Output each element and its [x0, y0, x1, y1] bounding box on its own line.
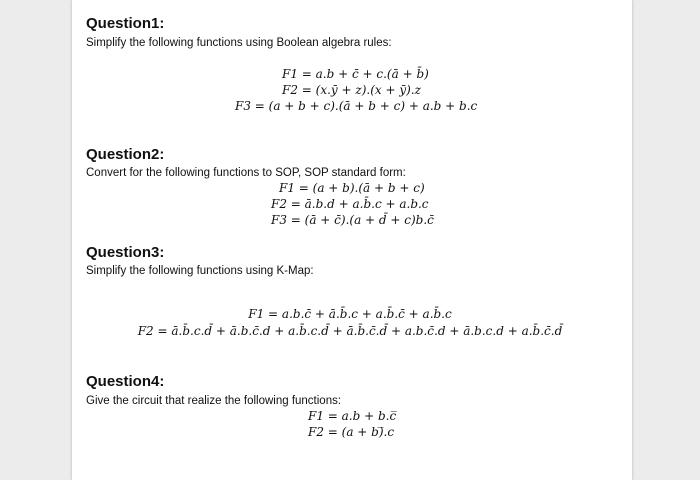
question4-instruction: Give the circuit that realize the following functions: [86, 395, 342, 407]
question3-instruction: Simplify the following functions using K-Map: [86, 265, 314, 277]
question2-equation-f1: F1 = (a + b).(ā + b + c) [279, 181, 425, 195]
question2-equation-f3: F3 = (ā + c̄).(a + d̄ + c)b.c̄ [271, 213, 434, 227]
question2-title: Question2: [86, 146, 165, 163]
question1-equation-f1: F1 = a.b + c̄ + c.(ā + b̄) [282, 67, 429, 81]
question3-equation-f2: F2 = ā.b̄.c.d̄ + ā.b.c̄.d + a.b̄.c.d̄ + ā.b̄.c̄.d̄ + a.b.c̄.d + ā.b.c.d + a.b̄.c̄.d̄ [137, 324, 563, 338]
question1-instruction: Simplify the following functions using Boolean algebra rules: [86, 37, 392, 49]
question4-equation-f2: F2 = (a + b)̅.c [308, 425, 395, 439]
question2-instruction: Convert for the following functions to SOP, SOP standard form: [86, 167, 406, 179]
question1-equation-f2: F2 = (x.ȳ + z).(x + ȳ).z [282, 83, 421, 97]
question2-equation-f2: F2 = ā.b.d + a.b̄.c + a.b.c [271, 197, 429, 211]
question3-equation-f1: F1 = a.b.c̄ + ā.b̄.c + a.b̄.c̄ + a.b̄.c [248, 307, 452, 321]
question1-title: Question1: [86, 15, 165, 32]
question1-equation-f3: F3 = (a + b + c).(ā + b + c) + a.b + b.c [235, 99, 478, 113]
question4-title: Question4: [86, 373, 165, 390]
document-page [72, 0, 632, 480]
question3-title: Question3: [86, 244, 165, 261]
question4-equation-f1: F1 = a.b + b.c̅ [308, 409, 397, 423]
